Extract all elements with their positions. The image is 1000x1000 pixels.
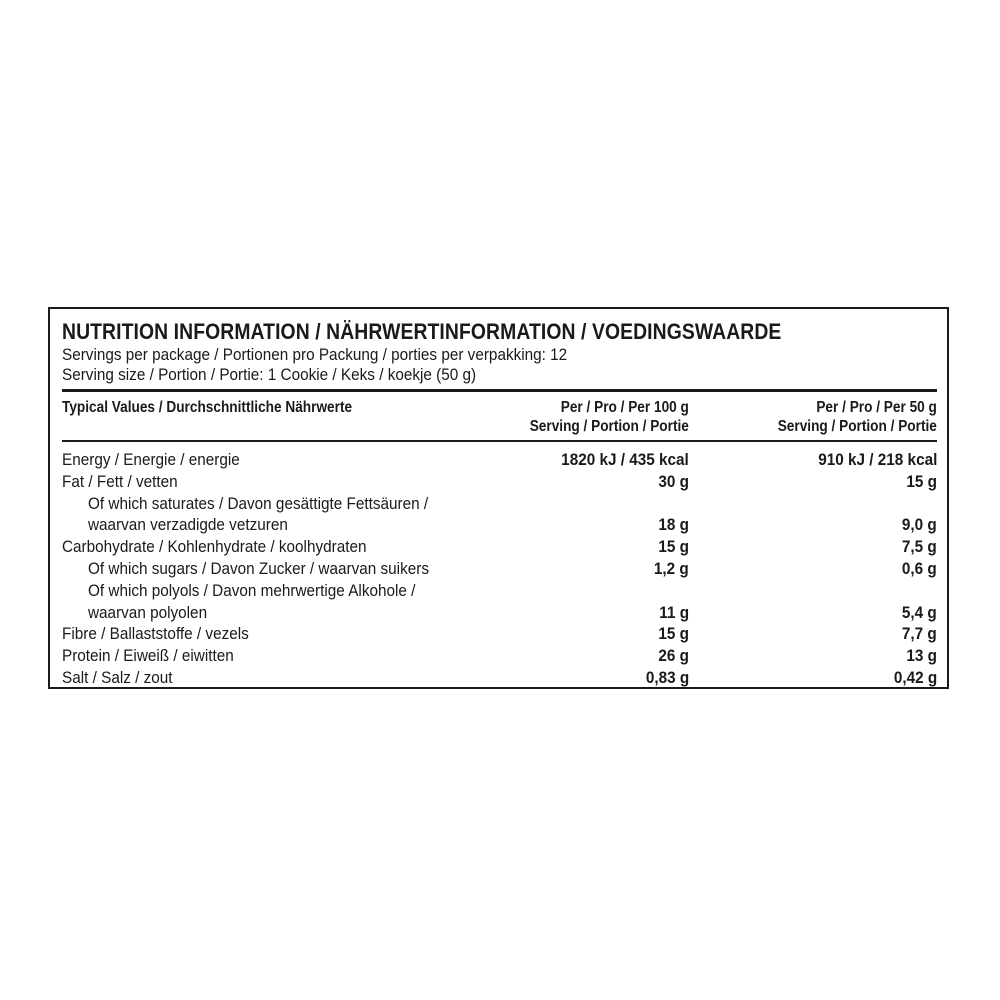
row-carbohydrate (62, 536, 937, 558)
row-sugars (62, 558, 937, 580)
header-typical-values: Typical Values / Durchschnittliche Nährwerte (62, 399, 353, 416)
serving-size: Serving size / Portion / Portie: 1 Cookie / Keks / koekje (50 g) (62, 365, 477, 384)
row-saturates-line1 (62, 493, 937, 515)
row-label: Of which sugars / Davon Zucker / waarvan suikers (88, 558, 429, 578)
header-per-50g-line1: Per / Pro / Per 50 g (816, 399, 937, 416)
value-per-100g: 15 g (658, 624, 689, 644)
row-salt (62, 667, 937, 689)
value-per-100g: 0,83 g (645, 667, 689, 687)
row-label: waarvan polyolen (88, 602, 208, 622)
nutrition-panel (48, 307, 949, 689)
value-per-50g: 15 g (906, 471, 937, 491)
value-per-100g: 1,2 g (654, 558, 689, 578)
value-per-50g: 0,6 g (902, 558, 937, 578)
header-per-50g-line2: Serving / Portion / Portie (777, 418, 937, 435)
row-protein (62, 645, 937, 667)
row-label: Energy / Energie / energie (62, 450, 240, 469)
row-label: Salt / Salz / zout (62, 667, 173, 687)
row-saturates (62, 514, 937, 536)
row-energy (62, 449, 937, 471)
value-per-100g: 26 g (658, 646, 689, 666)
row-label: Fat / Fett / vetten (62, 471, 178, 491)
value-per-100g: 15 g (658, 537, 689, 557)
servings-per-package: Servings per package / Portionen pro Packung / porties per verpakking: 12 (62, 345, 568, 364)
header-divider-thick (62, 389, 937, 392)
row-label: Protein / Eiweiß / eiwitten (62, 646, 234, 666)
row-label: waarvan verzadigde vetzuren (88, 515, 288, 535)
value-per-50g: 7,5 g (902, 537, 937, 557)
row-fat (62, 471, 937, 493)
value-per-100g: 18 g (658, 515, 689, 535)
header-per-50g (778, 398, 937, 436)
row-label: Of which polyols / Davon mehrwertige Alkohole / (88, 580, 416, 600)
row-polyols (62, 602, 937, 624)
row-label: Fibre / Ballaststoffe / vezels (62, 624, 249, 644)
value-per-100g: 11 g (659, 602, 689, 622)
header-per-100g-line1: Per / Pro / Per 100 g (560, 399, 689, 416)
row-label: Of which saturates / Davon gesättigte Fettsäuren / (88, 493, 429, 513)
value-per-50g: 13 g (906, 646, 937, 666)
header-per-100g (530, 398, 689, 436)
value-per-50g: 7,7 g (902, 624, 937, 644)
nutrition-title: NUTRITION INFORMATION / NÄHRWERTINFORMATION / VOEDINGSWAARDE (62, 319, 782, 344)
row-label: Carbohydrate / Kohlenhydrate / koolhydraten (62, 537, 367, 557)
value-per-100g: 1820 kJ / 435 kcal (561, 450, 689, 469)
row-fibre (62, 623, 937, 645)
value-per-50g: 0,42 g (893, 667, 937, 687)
value-per-50g: 9,0 g (902, 515, 937, 535)
row-polyols-line1 (62, 580, 937, 602)
nutrition-rows (62, 449, 937, 689)
value-per-50g: 910 kJ / 218 kcal (817, 450, 937, 469)
value-per-50g: 5,4 g (902, 602, 937, 622)
header-per-100g-line2: Serving / Portion / Portie (529, 418, 689, 435)
value-per-100g: 30 g (658, 471, 689, 491)
header-divider-thin (62, 440, 937, 442)
